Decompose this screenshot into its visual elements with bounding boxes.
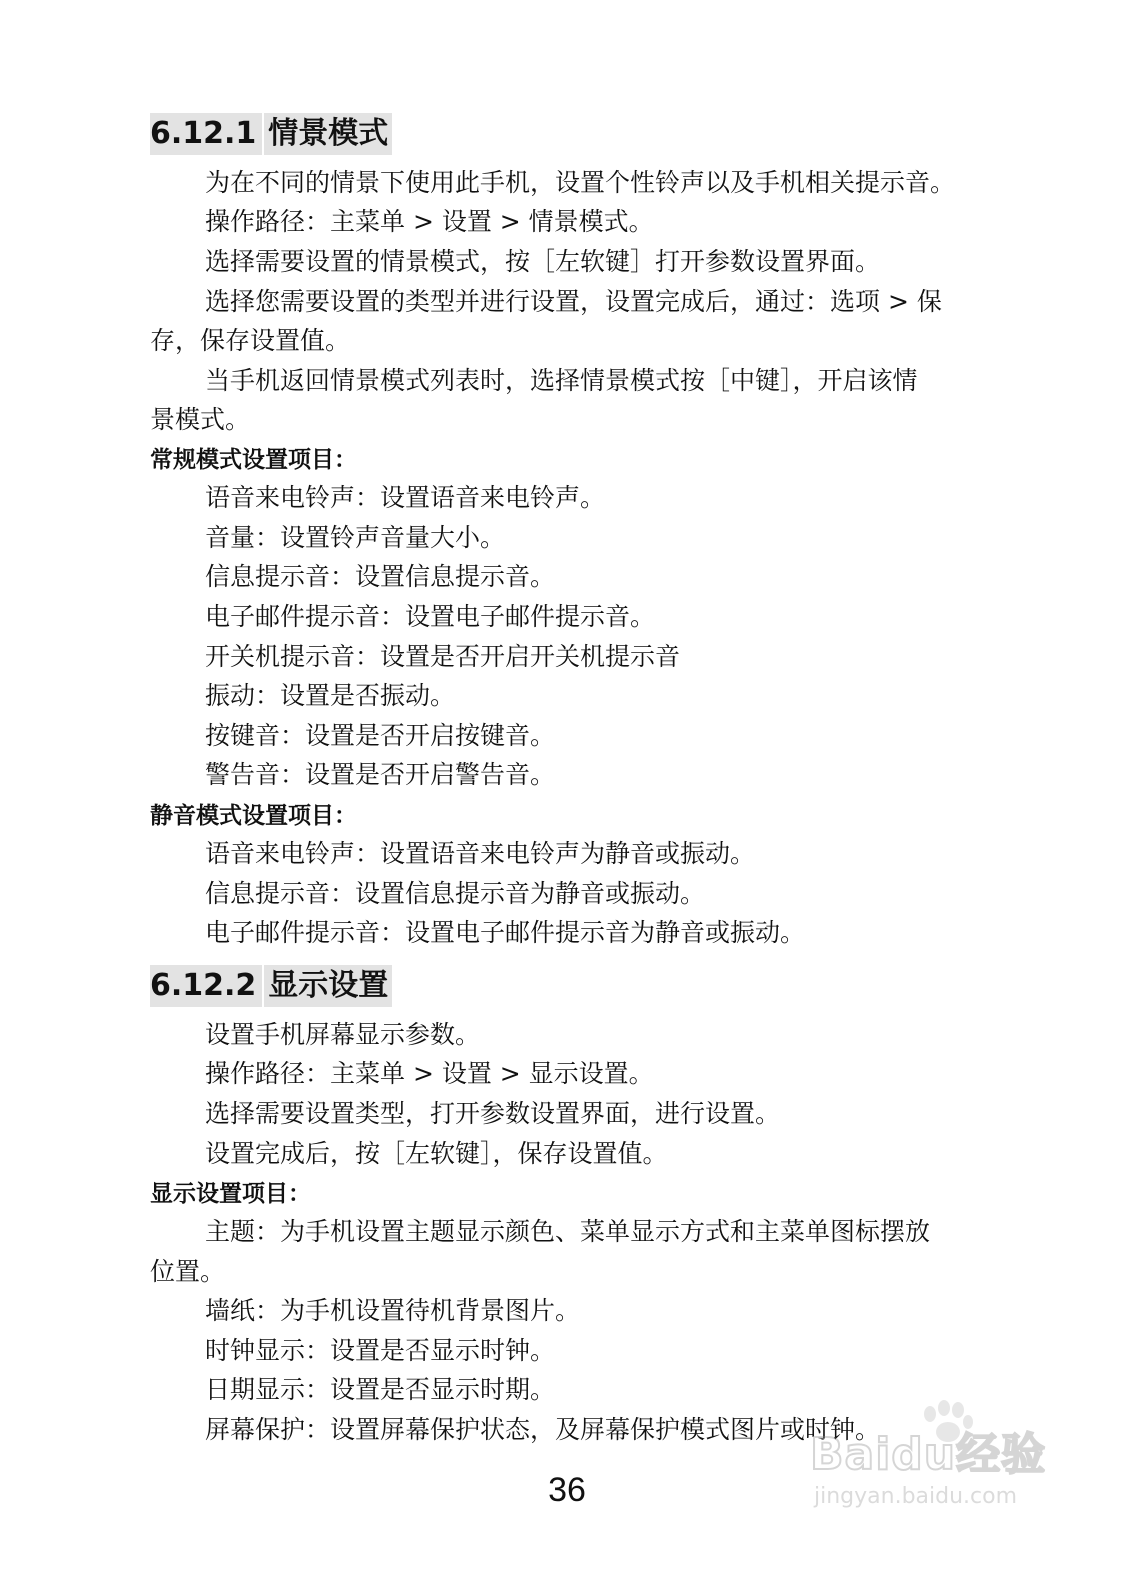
list-item: 语音来电铃声：设置语音来电铃声为静音或振动。 xyxy=(205,839,756,868)
list-item: 开关机提示音：设置是否开启开关机提示音 xyxy=(205,642,681,671)
paragraph-line: 为在不同的情景下使用此手机，设置个性铃声以及手机相关提示音。 xyxy=(205,168,956,197)
list-item: 电子邮件提示音：设置电子邮件提示音。 xyxy=(205,602,656,631)
section-number: 6.12.2 xyxy=(150,965,262,1007)
list-item: 日期显示：设置是否显示时期。 xyxy=(205,1375,556,1404)
watermark-url: jingyan.baidu.com xyxy=(814,1484,1018,1509)
list-item: 屏幕保护：设置屏幕保护状态，及屏幕保护模式图片或时钟。 xyxy=(205,1415,881,1444)
list-item: 主题：为手机设置主题显示颜色、菜单显示方式和主菜单图标摆放 xyxy=(205,1217,931,1246)
list-item: 时钟显示：设置是否显示时钟。 xyxy=(205,1336,556,1365)
paragraph-line: 选择您需要设置的类型并进行设置，设置完成后，通过：选项 > 保 xyxy=(205,287,942,316)
list-item: 语音来电铃声：设置语音来电铃声。 xyxy=(205,483,606,512)
section-heading-profiles xyxy=(150,113,392,155)
general-mode-heading: 常规模式设置项目： xyxy=(150,447,357,473)
section-heading-display xyxy=(150,965,392,1007)
watermark-brand: Baidu经验 xyxy=(810,1429,1047,1480)
paragraph-line: 存，保存设置值。 xyxy=(150,326,351,355)
list-item: 电子邮件提示音：设置电子邮件提示音为静音或振动。 xyxy=(205,918,806,947)
section-number: 6.12.1 xyxy=(150,113,262,155)
paragraph-line: 当手机返回情景模式列表时，选择情景模式按［中键］，开启该情 xyxy=(205,366,918,395)
paragraph-line: 设置手机屏幕显示参数。 xyxy=(205,1020,481,1049)
baidu-watermark xyxy=(800,1400,1090,1550)
list-item: 警告音：设置是否开启警告音。 xyxy=(205,760,556,789)
list-item: 墙纸：为手机设置待机背景图片。 xyxy=(205,1296,581,1325)
page-number: 36 xyxy=(548,1471,586,1509)
list-item: 音量：设置铃声音量大小。 xyxy=(205,523,506,552)
paragraph-line: 选择需要设置的情景模式，按［左软键］打开参数设置界面。 xyxy=(205,247,881,276)
section-title: 显示设置 xyxy=(264,965,392,1007)
list-item: 按键音：设置是否开启按键音。 xyxy=(205,721,556,750)
list-item: 信息提示音：设置信息提示音为静音或振动。 xyxy=(205,879,706,908)
silent-mode-heading: 静音模式设置项目： xyxy=(150,803,357,829)
paragraph-line: 景模式。 xyxy=(150,405,251,434)
paragraph-line: 操作路径：主菜单 > 设置 > 显示设置。 xyxy=(205,1059,654,1088)
paragraph-line: 选择需要设置类型，打开参数设置界面，进行设置。 xyxy=(205,1099,781,1128)
paragraph-line: 操作路径：主菜单 > 设置 > 情景模式。 xyxy=(205,207,654,236)
display-items-heading: 显示设置项目： xyxy=(150,1181,311,1207)
list-item: 振动：设置是否振动。 xyxy=(205,681,456,710)
list-item: 位置。 xyxy=(150,1257,226,1286)
paragraph-line: 设置完成后，按［左软键］，保存设置值。 xyxy=(205,1139,668,1168)
list-item: 信息提示音：设置信息提示音。 xyxy=(205,562,556,591)
section-title: 情景模式 xyxy=(264,113,392,155)
